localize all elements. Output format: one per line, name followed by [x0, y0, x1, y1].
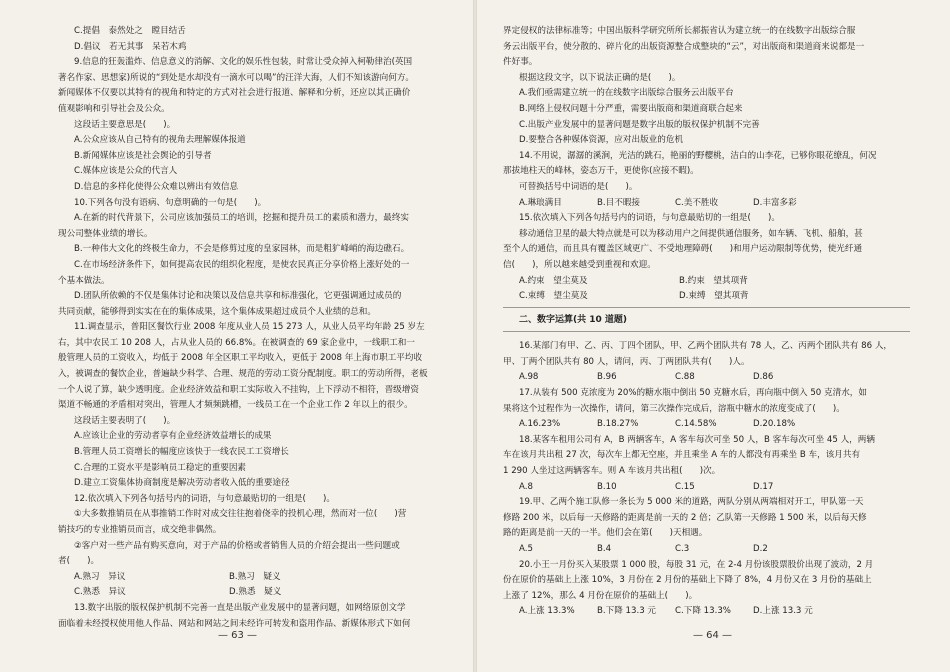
- text-line: A.在新的时代背景下，公司应该加强员工的培训，挖掘和提升员工的素质和潜力，最终实: [74, 213, 410, 224]
- text-line: 信( )，所以越来越受到重视和欢迎。: [503, 259, 656, 270]
- q16-option-d: D.86: [753, 372, 774, 383]
- text-line: 这段话主要表明了( )。: [74, 415, 176, 426]
- q17-option-c: C.14.58%: [675, 419, 717, 430]
- q15-text-block: [503, 211, 910, 273]
- right-text-block: [503, 24, 910, 196]
- q20-option-d: D.上涨 13.3 元: [753, 606, 813, 617]
- text-line: 般管理人员的工资收入，均低于 2008 年全区职工平均收入，更低于 2008 年上海市职工平均收: [58, 353, 423, 364]
- q17-option-a: A.16.23%: [519, 419, 561, 430]
- q16-option-c: C.88: [675, 372, 695, 383]
- text-line: B.一种伟大文化的终极生命力，不会是修剪过度的皇家园林，而是粗犷峰峭的海边礁石。: [74, 244, 410, 255]
- q16-option-a: A.98: [519, 372, 539, 383]
- text-line: D.倡议 若无其事 呆若木鸡: [74, 41, 187, 52]
- q14-option-d: D.丰富多彩: [753, 197, 797, 208]
- q15-options-row1: [503, 274, 910, 290]
- q12-option-a: A.熟习 异议: [74, 571, 126, 582]
- text-line: 17.从装有 500 克浓度为 20%的糖水瓶中倒出 50 克糖水后，再向瓶中倒入 50 克清水，如: [519, 388, 867, 399]
- q12-option-c: C.熟悉 异议: [74, 587, 126, 598]
- q16-option-b: B.96: [597, 372, 617, 383]
- text-line: 16.某部门有甲、乙、丙、丁四个团队，甲、乙两个团队共有 78 人，乙、丙两个团队共有 86 人，: [519, 341, 893, 352]
- q20-option-a: A.上涨 13.3%: [519, 606, 575, 617]
- text-line: 这段话主要意思是( )。: [74, 119, 176, 130]
- text-line: 至个人的通信，而且具有覆盖区域更广、不受地理障碍( )和用户运动限制等优势，使光纤通: [503, 244, 863, 255]
- q19-options: [503, 542, 910, 558]
- q12-options-row1: [58, 570, 457, 586]
- q20-option-b: B.下降 13.3 元: [597, 606, 657, 617]
- text-line: 修路 200 米，以后每一天修路的距离是前一天的 2 倍；乙队第一天修路 1 500 米，以后每天修: [503, 512, 867, 523]
- text-line: 12.依次填入下列各句括号内的词语，与句意最贴切的一组是( )。: [74, 493, 335, 504]
- page-number-right: — 64 —: [692, 630, 733, 642]
- q17-options: [503, 417, 910, 433]
- text-line: 份在原价的基础上上涨 10%，3 月份在 2 月份的基础上下降了 8%，4 月份又在 3 月份的基础上: [503, 575, 872, 586]
- text-line: 14.不用说，潺潺的溪涧，光洁的跳石，艳丽的野樱桃，洁白的山李花，已够你眼花缭乱，何况: [519, 150, 877, 161]
- text-line: B.网络上侵权问题十分严重，需要出版商和渠道商联合起来: [519, 103, 743, 114]
- q16-options: [503, 370, 910, 386]
- page-number-left: — 63 —: [217, 630, 258, 642]
- text-line: 上涨了 12%，那么 4 月份在原价的基础上( )。: [503, 590, 698, 601]
- text-line: C.出版产业发展中的显著问题是数字出版的版权保护机制不完善: [519, 119, 760, 130]
- text-line: A.公众应该从自己特有的视角去理解媒体报道: [74, 135, 246, 146]
- text-line: 值观影响和引导社会及公众。: [58, 103, 170, 114]
- text-line: 现公司整体业绩的增长。: [58, 228, 153, 239]
- text-line: C.合理的工资水平是影响员工稳定的重要因素: [74, 462, 247, 473]
- text-line: A.应该让企业的劳动者享有企业经济效益增长的成果: [74, 431, 272, 442]
- text-line: 一个人说了算，缺少透明度。企业经济效益和职工实际收入不挂钩，上下浮动不相符，晋级增资: [58, 384, 419, 395]
- q14-option-b: B.目不暇接: [597, 197, 641, 208]
- text-line: 可替换括号中词语的是( )。: [519, 181, 638, 192]
- text-line: 著名作家、思想家)所说的“到处是水却没有一滴水可以喝”的汪洋大海，人们不知该游向何方。: [58, 72, 415, 83]
- text-line: 15.依次填入下列各句括号内的词语，与句意最贴切的一组是( )。: [519, 213, 780, 224]
- q20-option-c: C.下降 13.3%: [675, 606, 731, 617]
- q20-options: [503, 604, 910, 620]
- q15-option-b: B.约束 望其项背: [679, 275, 748, 286]
- q18-option-a: A.8: [519, 481, 533, 492]
- q12-options-row2: [58, 585, 457, 601]
- q19-option-a: A.5: [519, 544, 533, 554]
- q12-option-b: B.熟习 疑义: [229, 571, 281, 582]
- q15-option-a: A.约束 望尘莫及: [519, 275, 588, 286]
- q17-text-block: [503, 386, 910, 417]
- q18-option-c: C.15: [675, 481, 695, 492]
- q15-option-d: D.束缚 望其项背: [679, 291, 749, 302]
- text-line: 18.某客车租用公司有 A，B 两辆客车，A 客车每次可坐 50 人，B 客车每次可坐 45 人，两辆: [519, 434, 875, 445]
- text-line: 车在该月共出租 27 次，每次车上都无空座，并且乘坐 A 车的人都没有再乘坐 B 车，该月共有: [503, 450, 861, 461]
- text-line: B.管理人员工资增长的幅度应该快于一线农民工工资增长: [74, 447, 289, 458]
- q18-option-b: B.10: [597, 481, 617, 492]
- text-line: ①大多数推销员在从事推销工作时对成交往往抱着侥幸的投机心理，然而对一位( )营: [74, 509, 407, 520]
- text-line: 11.调查显示，普阳区餐饮行业 2008 年度从业人员 15 273 人，从业人员平均年龄 25 岁左: [74, 322, 425, 333]
- text-line: 者( )。: [58, 556, 100, 567]
- q12-option-d: D.熟悉 疑义: [229, 587, 282, 598]
- text-line: 个基本做法。: [58, 275, 110, 286]
- text-line: 右，其中农民工 10 208 人，占从业人员的 66.8%。在被调查的 69 家企业中，一线职工和一: [58, 337, 415, 348]
- text-line: ②客户对一些产品有购买意向，对于产品的价格或者销售人员的介绍会提出一些问题或: [74, 540, 400, 551]
- text-line: D.要整合各种媒体资源，应对出版业的危机: [519, 135, 684, 146]
- text-line: C.在市场经济条件下，如何提高农民的组织化程度，是使农民真正分享价格上涨好处的一: [74, 259, 410, 270]
- q14-options: [503, 196, 910, 212]
- section-heading: 二、数字运算(共 10 道题): [519, 314, 628, 325]
- text-line: 9.信息的狂轰滥炸、信息意义的消解、文化的娱乐性包装，时常让受众掉入柯勒律治(英国: [74, 57, 413, 68]
- q19-option-b: B.4: [597, 544, 612, 554]
- q19-text-block: [503, 495, 910, 542]
- text-line: 销技巧的专业推销员而言，成交绝非偶然。: [58, 525, 222, 535]
- text-line: C.媒体应该是公众的代言人: [74, 166, 178, 177]
- text-line: 路的距离是前一天的一半。他们会在第( )天相遇。: [503, 528, 708, 539]
- q18-text-block: [503, 433, 910, 480]
- section-rule-top: [503, 307, 910, 309]
- text-line: B.新闻媒体应该是社会舆论的引导者: [74, 150, 212, 161]
- q20-text-block: [503, 558, 910, 605]
- text-line: 13.数字出版的版权保护机制不完善一直是出版产业发展中的显著问题，如网络原创文学: [74, 602, 406, 613]
- q17-option-b: B.18.27%: [597, 419, 639, 430]
- page-64: [475, 0, 950, 672]
- left-text-block: [58, 24, 457, 570]
- text-line: 根据这段文字，以下说法正确的是( )。: [519, 72, 681, 83]
- text-line: 10.下列各句没有语病、句意明确的一句是( )。: [74, 197, 267, 208]
- q14-option-c: C.美不胜收: [675, 197, 719, 208]
- text-line: 入，被调查的餐饮企业，普遍缺少科学、合理、规范的劳动工资分配制度。职工的劳动所得，老板: [58, 369, 428, 380]
- text-line: C.提倡 泰然处之 瞠目结舌: [74, 26, 186, 36]
- text-line: D.信息的多样化使得公众难以辨出有效信息: [74, 181, 239, 192]
- text-line: 件好事。: [503, 57, 538, 68]
- q18-option-d: D.17: [753, 481, 774, 492]
- text-line: 那拔地柱天的峰林，姿态万千，更使你(应接不暇)。: [503, 166, 699, 177]
- q19-option-c: C.3: [675, 544, 690, 554]
- q19-option-d: D.2: [753, 544, 768, 554]
- text-line: D.团队所依赖的不仅是集体讨论和决策以及信息共享和标准强化，它更强调通过成员的: [74, 291, 402, 302]
- q18-options: [503, 480, 910, 496]
- text-line: 移动通信卫星的最大特点就是可以为移动用户之间提供通信服务，如车辆、飞机、船舶，甚: [519, 228, 863, 239]
- q17-option-d: D.20.18%: [753, 419, 796, 430]
- text-line: D.建立工资集体协商制度是解决劳动者收入低的重要途径: [74, 478, 290, 489]
- text-line: 1 290 人坐过这两辆客车。则 A 车该月共出租( )次。: [503, 466, 721, 477]
- text-line: 渠道不畅通的矛盾相对突出，管理人才频频跳槽，一线员工在一个企业工作 2 年以上的很少。: [58, 400, 413, 411]
- text-line: 19.甲、乙两个施工队修一条长为 5 000 米的道路，两队分别从两端相对开工，甲队第一天: [519, 497, 864, 508]
- q15-option-c: C.束缚 望尘莫及: [519, 291, 588, 302]
- section-rule-bottom: [503, 331, 910, 333]
- text-line: 共同贡献，能够得到实实在在的集体成果，这个集体成果超过成员个人业绩的总和。: [58, 306, 376, 317]
- q14-option-a: A.琳琅满目: [519, 197, 562, 208]
- text-line: 界定侵权的法律标准等；中国出版科学研究所所长郝振省认为建立统一的在线数字出版综合服: [503, 26, 856, 36]
- text-line: 面临着未经授权使用他人作品、网站和网站之间未经许可转发和盗用作品、新媒体形式下如何: [58, 618, 411, 629]
- text-line: A.我们亟需建立统一的在线数字出版综合服务云出版平台: [519, 88, 734, 99]
- q16-text-block: [503, 339, 910, 370]
- text-line: 甲、丁两个团队共有 80 人，请问，丙、丁两团队共有( )人。: [503, 356, 750, 367]
- text-line: 果将这个过程作为一次操作，请问，第三次操作完成后，溶瓶中糖水的浓度变成了( )。: [503, 403, 845, 414]
- text-line: 20.小王一月份买入某股票 1 000 股，每股 31 元，在 2-4 月份该股票股价出现了波动，2 月: [519, 559, 874, 570]
- text-line: 新闻媒体不仅要以其特有的视角和特定的方式对社会进行报道、解释和分析，还应以其正确价: [58, 88, 411, 99]
- q15-options-row2: [503, 289, 910, 305]
- text-line: 务云出版平台，使分散的、碎片化的出版资源整合成整块的“云”，对出版商和渠道商来说都是一: [503, 41, 865, 52]
